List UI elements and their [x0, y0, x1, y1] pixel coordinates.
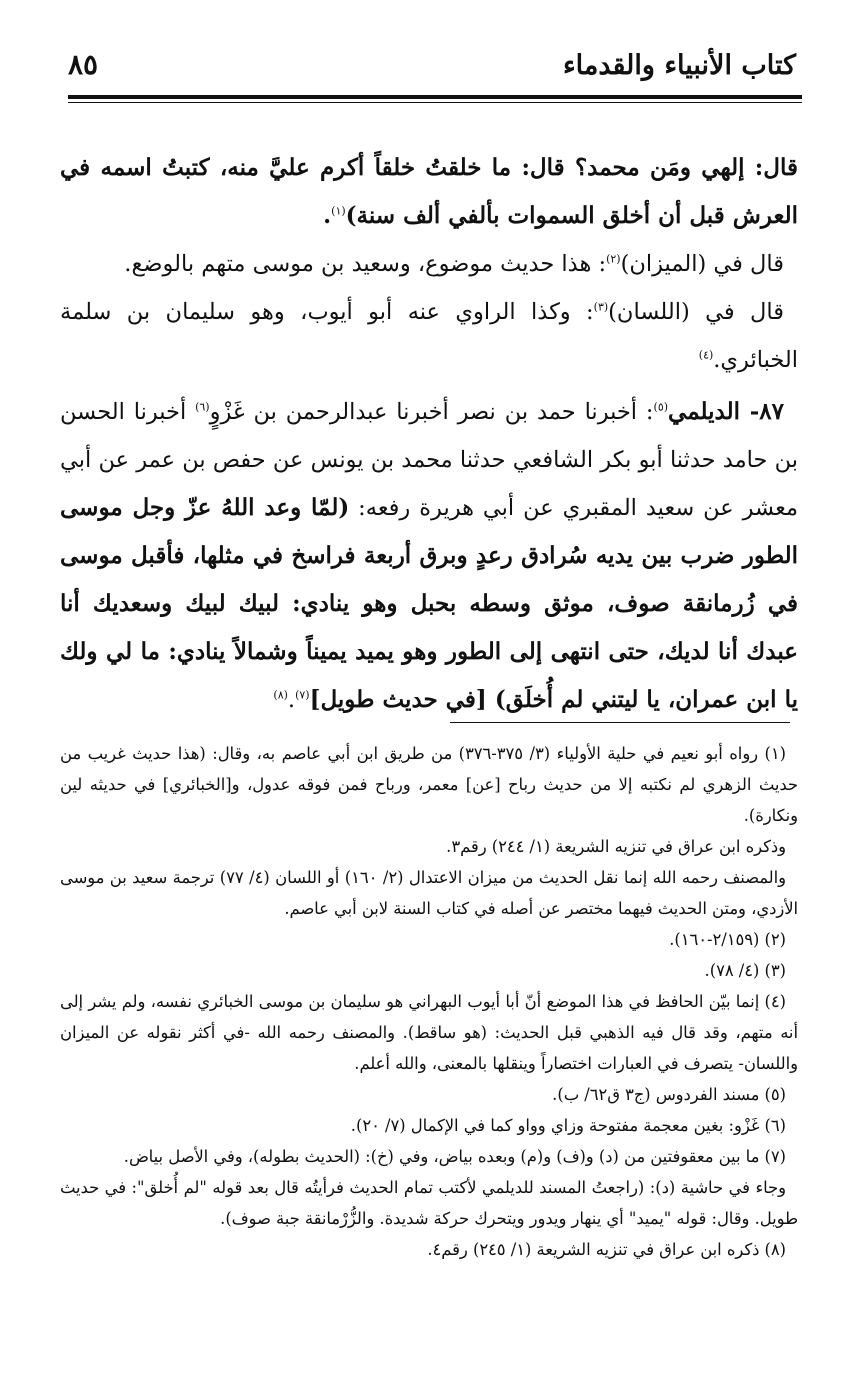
footnote-ref: (٨)	[273, 688, 288, 702]
section-number: ٨٧- الديلمي	[668, 398, 785, 425]
mizan-lead: قال في (الميزان)	[620, 251, 784, 277]
header-rule-thin	[68, 102, 802, 103]
footnotes	[60, 738, 798, 1265]
paragraph-hadith-end	[60, 144, 798, 240]
footnote-ref: (٢)	[606, 252, 621, 266]
footnote-1-cont: وذكره ابن عراق في تنزيه الشريعة (١/ ٢٤٤) رقم٣.	[446, 837, 786, 856]
page-header	[68, 48, 796, 92]
footnote-5: (٥) مسند الفردوس (ج٣ ق٦٢/ ب).	[552, 1085, 786, 1104]
footnote-7: (٧) ما بين معقوفتين من (د) و(ف) و(م) وبعده بياض، وفي (خ): (الحديث بطوله)، وفي الأصل بياض.	[123, 1147, 786, 1166]
footnote-6: (٦) غَزْو: بغين معجمة مفتوحة وزاي وواو كما في الإكمال (٧/ ٢٠).	[350, 1116, 786, 1135]
footnote-ref: (٦)	[195, 400, 210, 414]
hadith-period: .	[323, 202, 332, 229]
mizan-text: : هذا حديث موضوع، وسعيد بن موسى متهم بالوضع.	[124, 251, 607, 277]
footnote-2: (٢) (٢/١٥٩-١٦٠).	[669, 930, 786, 949]
header-rule-thick	[68, 95, 802, 99]
paragraph-lisan	[60, 288, 798, 384]
main-text	[60, 144, 798, 724]
footnote-7-cont: وجاء في حاشية (د): (راجعتُ المسند للديلمي لأكتب تمام الحديث فرأيتُه قال بعد قوله "لم أُخلق": في حديث طويل. وقال: قوله "يميد" أي ينهار ويدور ويتحرك حركة شديدة. والزُّرْمانقة جبة صوف).	[60, 1178, 798, 1228]
footnote-separator	[450, 722, 790, 723]
footnote-1: (١) رواه أبو نعيم في حلية الأولياء (٣/ ٣٧٥-٣٧٦) من طريق ابن أبي عاصم به، وقال: (هذا حديث غريب من حديث الزهري لم نكتبه إلا من حديث رباح [عن] معمر، ورباح فمن فوقه عدول، و[الخبائري] في حديثه لين ونكارة).	[60, 744, 798, 825]
footnote-ref: (١)	[331, 204, 346, 218]
footnote-1-cont: والمصنف رحمه الله إنما نقل الحديث من ميزان الاعتدال (٢/ ١٦٠) أو اللسان (٤/ ٧٧) ترجمة سعيد بن موسى الأزدي، ومتن الحديث فيهما مختصر عن أصله في كتاب السنة لابن أبي عاصم.	[60, 868, 798, 918]
footnote-3: (٣) (٤/ ٧٨).	[704, 961, 786, 980]
isnad-part-2: أخبرنا الحسن بن حامد حدثنا أبو بكر الشافعي حدثنا محمد بن يونس عن حفص بن عمر عن أبي معشر عن سعيد المقبري عن أبي هريرة رفعه:	[60, 399, 799, 521]
footnote-ref: (٥)	[653, 400, 669, 414]
lisan-text: : وكذا الراوي عنه أبو أيوب، وهو سليمان بن سلمة الخبائري.	[60, 299, 798, 373]
lisan-lead: قال في (اللسان)	[608, 299, 784, 325]
section-87	[60, 388, 798, 724]
page-number: ٨٥	[68, 48, 99, 81]
footnote-4: (٤) إنما بيّن الحافظ في هذا الموضع أنّ أبا أيوب البهراني هو سليمان بن موسى الخبائري نفسه، ولم يشر إلى أنه متهم، وقد قال فيه الذهبي قبل الحديث: (هو ساقط). والمصنف رحمه الله -في أكثر نقوله عن الميزان واللسان- يتصرف في العبارات اختصاراً وينقلها بالمعنى، والله أعلم.	[60, 992, 798, 1073]
footnote-ref: (٤)	[698, 348, 714, 362]
footnote-ref: (٧)	[295, 688, 310, 702]
running-title: كتاب الأنبياء والقدماء	[562, 50, 796, 81]
footnote-ref: (٣)	[593, 300, 609, 314]
footnote-8: (٨) ذكره ابن عراق في تنزيه الشريعة (١/ ٢٤٥) رقم٤.	[427, 1240, 786, 1259]
footnote-ref: .	[287, 687, 296, 713]
hadith-matn: (لمّا وعد اللهُ عزّ وجل موسى الطور ضرب بين يديه سُرادق رعدٍ وبرق أربعة فراسخ في مثلها، فأقبل موسى في زُرمانقة صوف، موثق وسطه بحبل وهو ينادي: لبيك لبيك وسعديك أنا عبدك أنا لديك، حتى انتهى إلى الطور وهو يميد يميناً وشمالاً ينادي: ما لي ولك يا ابن عمران، يا ليتني لم أُخلَق) [في حديث طويل]	[60, 494, 798, 713]
isnad-part-1: : أخبرنا حمد بن نصر أخبرنا عبدالرحمن بن غَزْوٍ	[209, 399, 654, 425]
hadith-text: قال: إلهي ومَن محمد؟ قال: ما خلقتُ خلقاً أكرم عليَّ منه، كتبتُ اسمه في العرش قبل أن أخلق السموات بألفي ألف سنة)	[60, 154, 798, 229]
paragraph-mizan	[60, 240, 798, 288]
